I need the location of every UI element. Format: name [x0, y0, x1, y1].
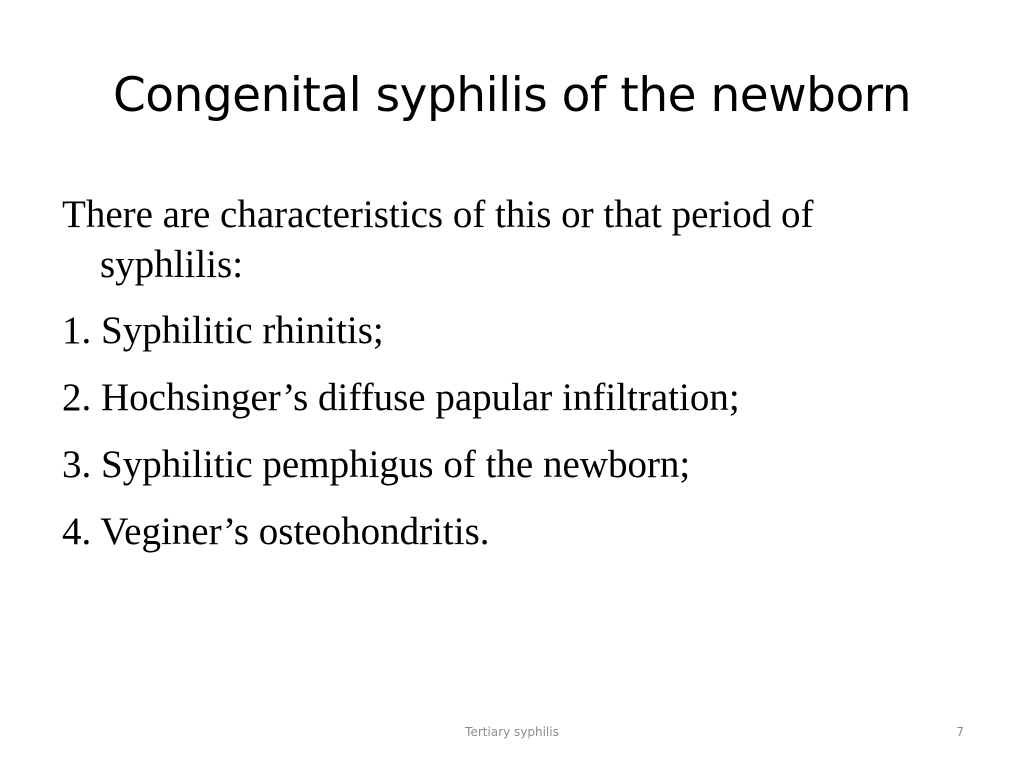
- list-item-3: 3. Syphilitic pemphigus of the newborn;: [62, 443, 691, 486]
- list-item-4: 4. Veginer’s osteohondritis.: [62, 510, 490, 553]
- slide-title: Congenital syphilis of the newborn: [112, 68, 912, 123]
- footer-title: Tertiary syphilis: [465, 725, 559, 739]
- page-number: 7: [956, 725, 964, 739]
- list-item-1: 1. Syphilitic rhinitis;: [62, 309, 384, 352]
- list-item-2: 2. Hochsinger’s diffuse papular infiltration;: [62, 376, 740, 419]
- intro-text: There are characteristics of this or that period of syphlilis:: [62, 193, 814, 286]
- slide-body: [62, 190, 962, 574]
